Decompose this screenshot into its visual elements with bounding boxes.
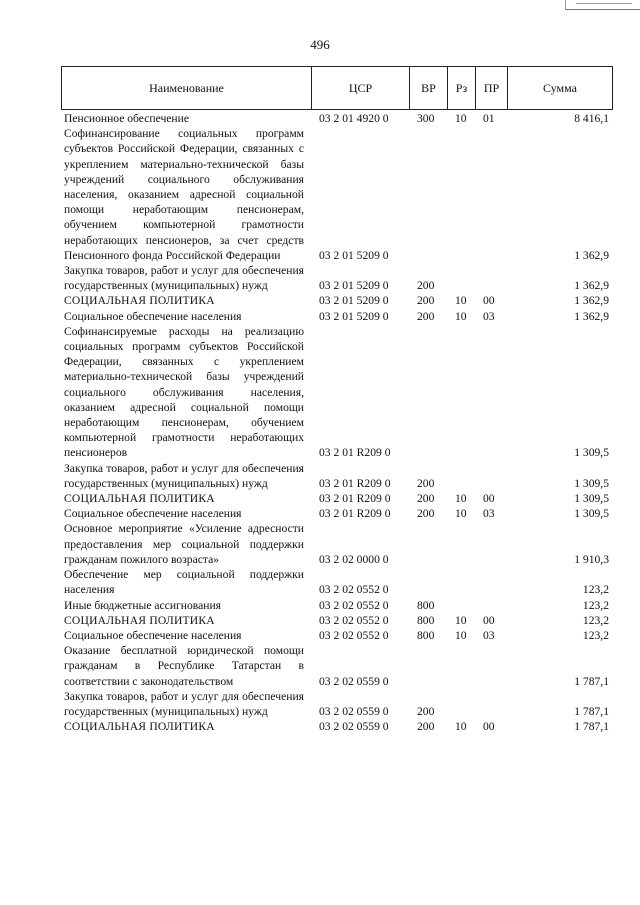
row-rz: 10 [455, 613, 467, 627]
row-csr: 03 2 01 5209 0 [319, 248, 389, 262]
row-sum: 123,2 [582, 613, 609, 627]
row-rz: 10 [455, 294, 467, 308]
row-rz: 10 [455, 628, 467, 642]
row-pr: 00 [483, 613, 495, 627]
header-rz: Рз [448, 67, 476, 110]
table-row [0, 111, 640, 126]
row-csr: 03 2 01 R209 0 [319, 492, 391, 506]
row-name: СОЦИАЛЬНАЯ ПОЛИТИКА [64, 613, 215, 627]
row-sum: 1 787,1 [574, 704, 609, 718]
row-sum: 1 362,9 [574, 279, 609, 293]
row-csr: 03 2 01 R209 0 [319, 507, 391, 521]
row-vr: 200 [417, 704, 435, 718]
row-csr: 03 2 02 0552 0 [319, 613, 389, 627]
header-vr: ВР [410, 67, 448, 110]
row-name: Закупка товаров, работ и услуг для обеспечения государственных (муниципальных) нужд [64, 264, 304, 293]
table-row [0, 506, 640, 521]
row-name: Социальное обеспечение населения [64, 507, 242, 521]
row-csr: 03 2 01 5209 0 [319, 294, 389, 308]
row-pr: 00 [483, 720, 495, 734]
table-row [0, 461, 640, 491]
row-name: Закупка товаров, работ и услуг для обеспечения государственных (муниципальных) нужд [64, 461, 304, 490]
row-name: Иные бюджетные ассигнования [64, 598, 221, 612]
row-csr: 03 2 02 0552 0 [319, 598, 389, 612]
row-rz: 10 [455, 507, 467, 521]
row-sum: 1 309,5 [574, 476, 609, 490]
budget-rows [0, 111, 640, 734]
row-name: СОЦИАЛЬНАЯ ПОЛИТИКА [64, 720, 215, 734]
row-vr: 200 [417, 294, 435, 308]
row-csr: 03 2 02 0552 0 [319, 583, 389, 597]
row-name: СОЦИАЛЬНАЯ ПОЛИТИКА [64, 294, 215, 308]
row-csr: 03 2 01 R209 0 [319, 476, 391, 490]
header-sum: Сумма [508, 67, 613, 110]
row-vr: 200 [417, 720, 435, 734]
row-vr: 200 [417, 507, 435, 521]
row-sum: 1 362,9 [574, 309, 609, 323]
row-csr: 03 2 01 5209 0 [319, 309, 389, 323]
row-name: Оказание бесплатной юридической помощи гражданам в Республике Татарстан в соответствии с законодательством [64, 644, 304, 688]
row-vr: 800 [417, 628, 435, 642]
row-pr: 00 [483, 492, 495, 506]
row-vr: 800 [417, 598, 435, 612]
row-sum: 1 787,1 [574, 674, 609, 688]
row-name: Закупка товаров, работ и услуг для обеспечения государственных (муниципальных) нужд [64, 689, 304, 718]
row-pr: 01 [483, 112, 495, 125]
row-name: Социальное обеспечение населения [64, 309, 242, 323]
table-row [0, 567, 640, 597]
table-row [0, 689, 640, 719]
row-sum: 1 309,5 [574, 446, 609, 460]
table-row [0, 719, 640, 734]
table-row [0, 293, 640, 308]
table-header [61, 66, 613, 110]
row-sum: 1 362,9 [574, 294, 609, 308]
scan-corner-mark [565, 0, 640, 10]
table-row [0, 521, 640, 567]
page-number: 496 [310, 37, 330, 52]
table-row [0, 324, 640, 461]
row-name: Софинансирование социальных программ субъектов Российской Федерации, связанных с укреплением материально-технической базы учреждений социального обслуживания населения, оказанием адресной социальной помощи неработающим пенсионерам, обучением компьютерной грамотности неработающих пенсионеров, за счет средств Пенсионного фонда Российской Федерации [64, 127, 304, 262]
row-vr: 300 [417, 112, 435, 125]
header-csr: ЦСР [312, 67, 410, 110]
row-name: Обеспечение мер социальной поддержки населения [64, 568, 304, 597]
table-row [0, 613, 640, 628]
row-name: Софинансируемые расходы на реализацию социальных программ субъектов Российской Федерации, связанных с укреплением материально-технической базы учреждений социального обслуживания населения, оказанием адресной социальной помощи неработающим пенсионерам, обучением компьютерной грамотности неработающих пенсионеров [64, 324, 304, 460]
row-csr: 03 2 02 0552 0 [319, 628, 389, 642]
row-sum: 123,2 [582, 628, 609, 642]
row-csr: 03 2 02 0559 0 [319, 704, 389, 718]
table-row [0, 628, 640, 643]
row-pr: 03 [483, 309, 495, 323]
row-csr: 03 2 02 0000 0 [319, 552, 389, 566]
row-sum: 1 309,5 [574, 507, 609, 521]
row-pr: 03 [483, 628, 495, 642]
table-row [0, 491, 640, 506]
table-row [0, 126, 640, 263]
row-sum: 1 362,9 [574, 248, 609, 262]
row-name: Социальное обеспечение населения [64, 628, 242, 642]
row-sum: 1 910,3 [574, 552, 609, 566]
row-pr: 03 [483, 507, 495, 521]
row-csr: 03 2 02 0559 0 [319, 674, 389, 688]
row-sum: 123,2 [582, 598, 609, 612]
row-csr: 03 2 01 R209 0 [319, 446, 391, 460]
row-sum: 8 416,1 [574, 112, 609, 125]
row-vr: 200 [417, 279, 435, 293]
table-row [0, 643, 640, 689]
table-row [0, 263, 640, 293]
row-rz: 10 [455, 309, 467, 323]
row-sum: 1 787,1 [574, 720, 609, 734]
row-name: Основное мероприятие «Усиление адресности предоставления мер социальной поддержки гражданам пожилого возраста» [64, 522, 304, 566]
header-name: Наименование [62, 67, 312, 110]
row-vr: 800 [417, 613, 435, 627]
table-row [0, 598, 640, 613]
row-vr: 200 [417, 476, 435, 490]
header-pr: ПР [476, 67, 508, 110]
row-csr: 03 2 02 0559 0 [319, 720, 389, 734]
row-rz: 10 [455, 112, 467, 125]
row-rz: 10 [455, 720, 467, 734]
table-row [0, 309, 640, 324]
row-name: СОЦИАЛЬНАЯ ПОЛИТИКА [64, 492, 215, 506]
row-rz: 10 [455, 492, 467, 506]
row-sum: 123,2 [582, 583, 609, 597]
row-sum: 1 309,5 [574, 492, 609, 506]
row-name: Пенсионное обеспечение [64, 112, 189, 125]
row-csr: 03 2 01 5209 0 [319, 279, 389, 293]
row-pr: 00 [483, 294, 495, 308]
row-csr: 03 2 01 4920 0 [319, 112, 389, 125]
row-vr: 200 [417, 309, 435, 323]
row-vr: 200 [417, 492, 435, 506]
